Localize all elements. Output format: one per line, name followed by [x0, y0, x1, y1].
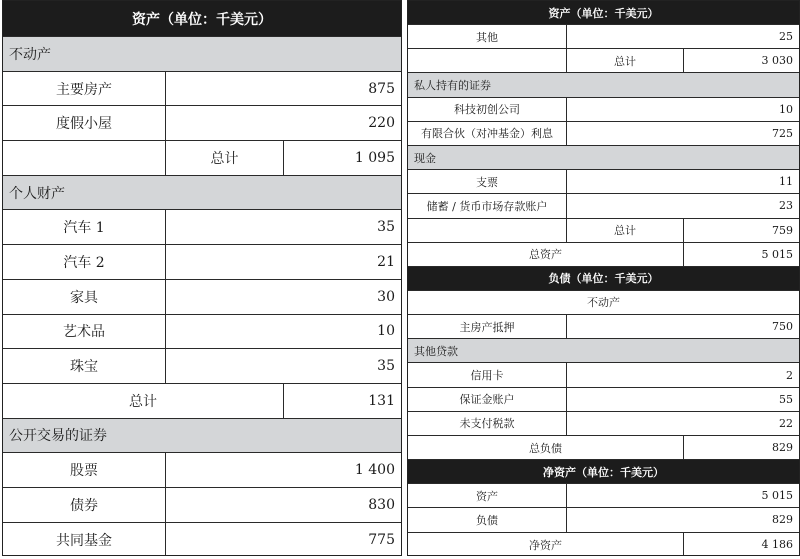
total-label: 总计	[166, 141, 284, 175]
table-row	[408, 122, 799, 146]
table-row	[3, 315, 401, 350]
total-row	[3, 141, 401, 176]
total-value: 759	[772, 223, 793, 237]
row-value: 775	[368, 531, 395, 548]
row-label: 汽车 2	[3, 245, 166, 279]
row-value: 2	[786, 368, 793, 382]
row-label: 珠宝	[3, 349, 166, 383]
net-worth-label: 净资产	[408, 533, 684, 556]
table-row	[408, 98, 799, 122]
table-row	[3, 349, 401, 384]
row-value: 10	[779, 102, 793, 116]
row-value: 25	[779, 30, 793, 44]
row-value: 11	[779, 175, 793, 189]
row-value: 750	[772, 320, 793, 334]
row-value: 35	[377, 219, 395, 236]
row-label: 保证金账户	[408, 388, 567, 411]
row-value: 22	[779, 416, 793, 430]
section-real-estate	[3, 37, 401, 72]
section-public-securities	[3, 419, 401, 454]
table-row	[3, 106, 401, 141]
total-row	[3, 384, 401, 419]
section-title: 其他贷款	[414, 344, 458, 358]
section-cash	[408, 146, 799, 170]
row-label: 主要房产	[3, 72, 166, 106]
row-value: 21	[377, 253, 395, 270]
row-value: 10	[377, 323, 395, 340]
total-row	[408, 49, 799, 73]
table-row	[408, 170, 799, 194]
assets-header-text: 资产（单位：千美元）	[132, 11, 272, 28]
total-label: 总计	[567, 219, 684, 242]
grand-total-row	[408, 243, 799, 267]
table-row	[408, 194, 799, 218]
row-value: 875	[368, 80, 395, 97]
grand-total-row	[408, 436, 799, 460]
row-label: 科技初创公司	[408, 98, 567, 121]
row-value: 830	[368, 496, 395, 513]
net-worth-header-text: 净资产（单位：千美元）	[543, 465, 664, 479]
total-value: 1 095	[354, 149, 395, 166]
row-label: 家具	[3, 280, 166, 314]
total-assets-label: 总资产	[408, 243, 684, 266]
row-label: 度假小屋	[3, 106, 166, 140]
row-value: 55	[779, 392, 793, 406]
row-label: 支票	[408, 170, 567, 193]
table-row	[3, 488, 401, 523]
row-value: 220	[368, 115, 395, 132]
section-title: 私人持有的证券	[414, 78, 491, 92]
empty-cell	[3, 141, 166, 175]
row-label: 其他	[408, 25, 567, 48]
row-label: 股票	[3, 453, 166, 487]
section-title: 公开交易的证券	[9, 428, 107, 445]
total-row	[408, 219, 799, 243]
row-label: 艺术品	[3, 315, 166, 349]
row-value: 23	[779, 199, 793, 213]
row-label: 储蓄 / 货币市场存款账户	[408, 194, 567, 217]
row-label: 债券	[3, 488, 166, 522]
row-value: 725	[772, 126, 793, 140]
total-liabilities-label: 总负债	[408, 436, 684, 459]
row-value: 35	[377, 358, 395, 375]
row-label: 资产	[408, 484, 567, 507]
total-label: 总计	[3, 384, 284, 418]
assets-header	[3, 1, 401, 37]
row-label: 主房产抵押	[408, 315, 567, 338]
row-label: 汽车 1	[3, 210, 166, 244]
empty-cell	[408, 49, 567, 72]
row-label: 共同基金	[3, 523, 166, 556]
row-value: 5 015	[761, 489, 793, 503]
section-title: 不动产	[9, 46, 51, 63]
assets-table-left	[2, 0, 402, 556]
row-label: 有限合伙（对冲基金）利息	[408, 122, 567, 145]
empty-cell	[408, 219, 567, 242]
table-row	[408, 363, 799, 387]
row-label: 负债	[408, 508, 567, 531]
row-value: 829	[772, 513, 793, 527]
table-row	[408, 25, 799, 49]
table-row	[408, 315, 799, 339]
row-value: 1 400	[354, 462, 395, 479]
table-row	[3, 453, 401, 488]
section-title: 现金	[414, 151, 436, 165]
assets-header-text: 资产（单位：千美元）	[548, 6, 659, 20]
row-value: 30	[377, 288, 395, 305]
row-label: 未支付税款	[408, 412, 567, 435]
table-row	[3, 72, 401, 107]
balance-table-right	[407, 0, 800, 556]
net-worth-value: 4 186	[761, 538, 793, 552]
table-row	[408, 412, 799, 436]
section-private-securities	[408, 73, 799, 97]
total-label: 总计	[567, 49, 684, 72]
table-row	[408, 508, 799, 532]
liabilities-header	[408, 267, 799, 291]
table-row	[3, 210, 401, 245]
table-row	[3, 280, 401, 315]
section-personal-property	[3, 176, 401, 211]
total-liabilities-value: 829	[772, 441, 793, 455]
total-value: 3 030	[761, 54, 793, 68]
total-value: 131	[368, 392, 395, 409]
assets-header	[408, 1, 799, 25]
section-title: 不动产	[587, 296, 620, 310]
table-row	[3, 523, 401, 556]
table-row	[408, 484, 799, 508]
total-assets-value: 5 015	[761, 247, 793, 261]
net-worth-row	[408, 533, 799, 556]
section-title: 个人财产	[9, 185, 65, 202]
section-liab-real-estate	[408, 291, 799, 315]
table-row	[3, 245, 401, 280]
liabilities-header-text: 负债（单位：千美元）	[548, 272, 659, 286]
net-worth-header	[408, 460, 799, 484]
table-row	[408, 388, 799, 412]
row-label: 信用卡	[408, 363, 567, 386]
section-other-loans	[408, 339, 799, 363]
